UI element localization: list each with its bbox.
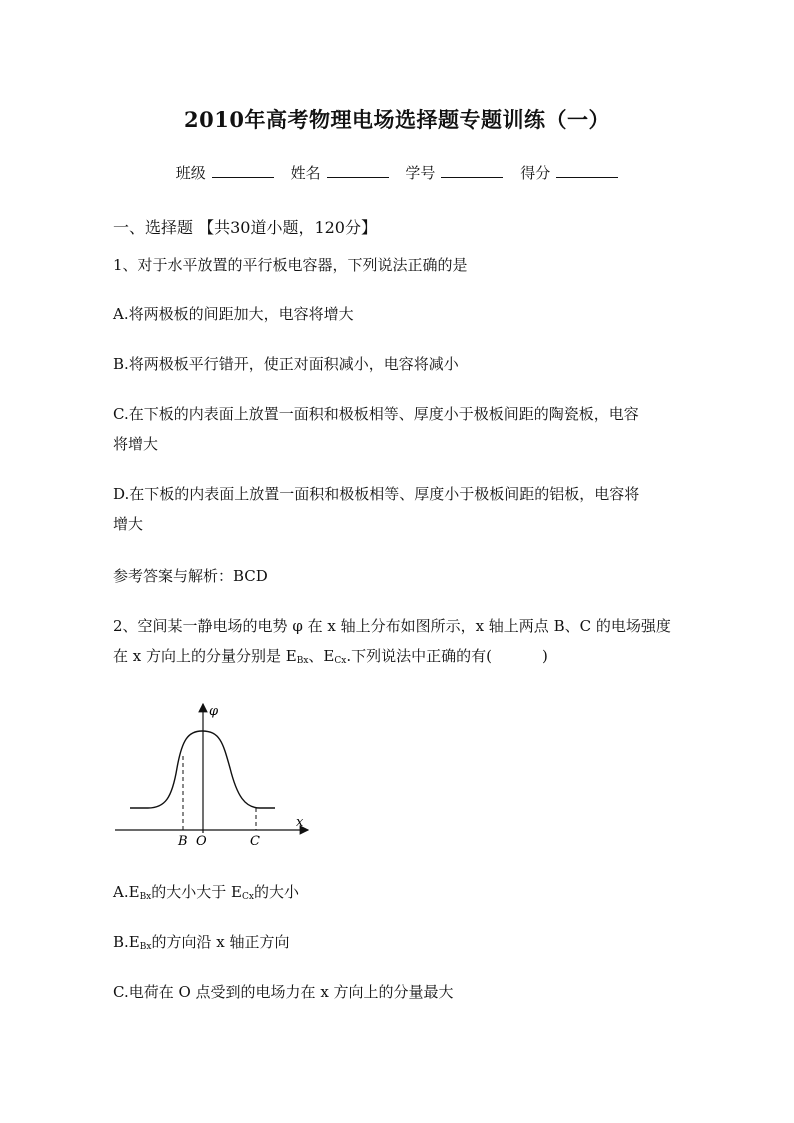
name-label: 姓名 (290, 164, 321, 182)
page-title: 2010年高考物理电场选择题专题训练（一） (184, 107, 610, 132)
point-c-label: C (250, 834, 260, 849)
q2-option-b (113, 932, 289, 957)
student-id-field (402, 164, 506, 182)
student-id-label: 学号 (405, 164, 436, 182)
subscript-bx: Bx (139, 942, 152, 952)
point-o-label: O (196, 834, 207, 849)
q2-option-a (113, 882, 299, 907)
student-info-line (0, 162, 794, 183)
q2-stem-text-b: .下列说法中正确的有( (346, 647, 492, 665)
score-blank (556, 163, 618, 178)
q2-option-b-text-a: B.E (113, 933, 140, 951)
q1-option-c-line1: C.在下板的内表面上放置一面积和极板相等、厚度小于极板间距的陶瓷板，电容 (113, 405, 639, 423)
name-blank (327, 163, 389, 178)
q1-stem: 1、对于水平放置的平行板电容器，下列说法正确的是 (113, 256, 468, 274)
subscript-cx: Cx (334, 656, 347, 666)
q2-option-b-text-b: 的方向沿 x 轴正方向 (151, 933, 290, 951)
q1-option-c-line2: 将增大 (113, 435, 159, 453)
score-field (517, 164, 621, 182)
q1-answer: 参考答案与解析：BCD (113, 567, 268, 585)
q1-option-d-line1: D.在下板的内表面上放置一面积和极板相等、厚度小于极板间距的铝板，电容将 (113, 485, 640, 503)
point-b-label: B (178, 834, 188, 849)
q2-stem-line2 (113, 646, 548, 671)
x-axis-label: x (296, 815, 304, 830)
potential-graph (110, 698, 320, 858)
student-id-blank (441, 163, 503, 178)
q2-option-a-text-a: A.E (113, 883, 140, 901)
subscript-bx: Bx (139, 892, 152, 902)
q2-stem-text-c: ) (541, 647, 548, 665)
class-field (173, 164, 277, 182)
q2-stem-line1: 2、空间某一静电场的电势 φ 在 x 轴上分布如图所示，x 轴上两点 B、C 的电场强度 (113, 617, 671, 635)
subscript-bx: Bx (296, 656, 309, 666)
score-label: 得分 (520, 164, 551, 182)
y-axis-label: φ (209, 704, 219, 719)
section-heading: 一、选择题 【共30道小题，120分】 (113, 218, 377, 237)
q2-option-a-text-b: 的大小大于 E (151, 883, 242, 901)
q2-option-a-text-c: 的大小 (253, 883, 299, 901)
q2-separator: 、E (308, 647, 335, 665)
q2-stem-text-a: 在 x 方向上的分量分别是 E (113, 647, 297, 665)
q1-option-a: A.将两极板的间距加大，电容将增大 (113, 305, 354, 323)
q1-option-d-line2: 增大 (113, 515, 144, 533)
class-label: 班级 (175, 164, 206, 182)
subscript-cx: Cx (241, 892, 254, 902)
name-field (288, 164, 392, 182)
class-blank (212, 163, 274, 178)
q1-option-b: B.将两极板平行错开，使正对面积减小，电容将减小 (113, 355, 459, 373)
q2-option-c: C.电荷在 O 点受到的电场力在 x 方向上的分量最大 (113, 983, 454, 1001)
